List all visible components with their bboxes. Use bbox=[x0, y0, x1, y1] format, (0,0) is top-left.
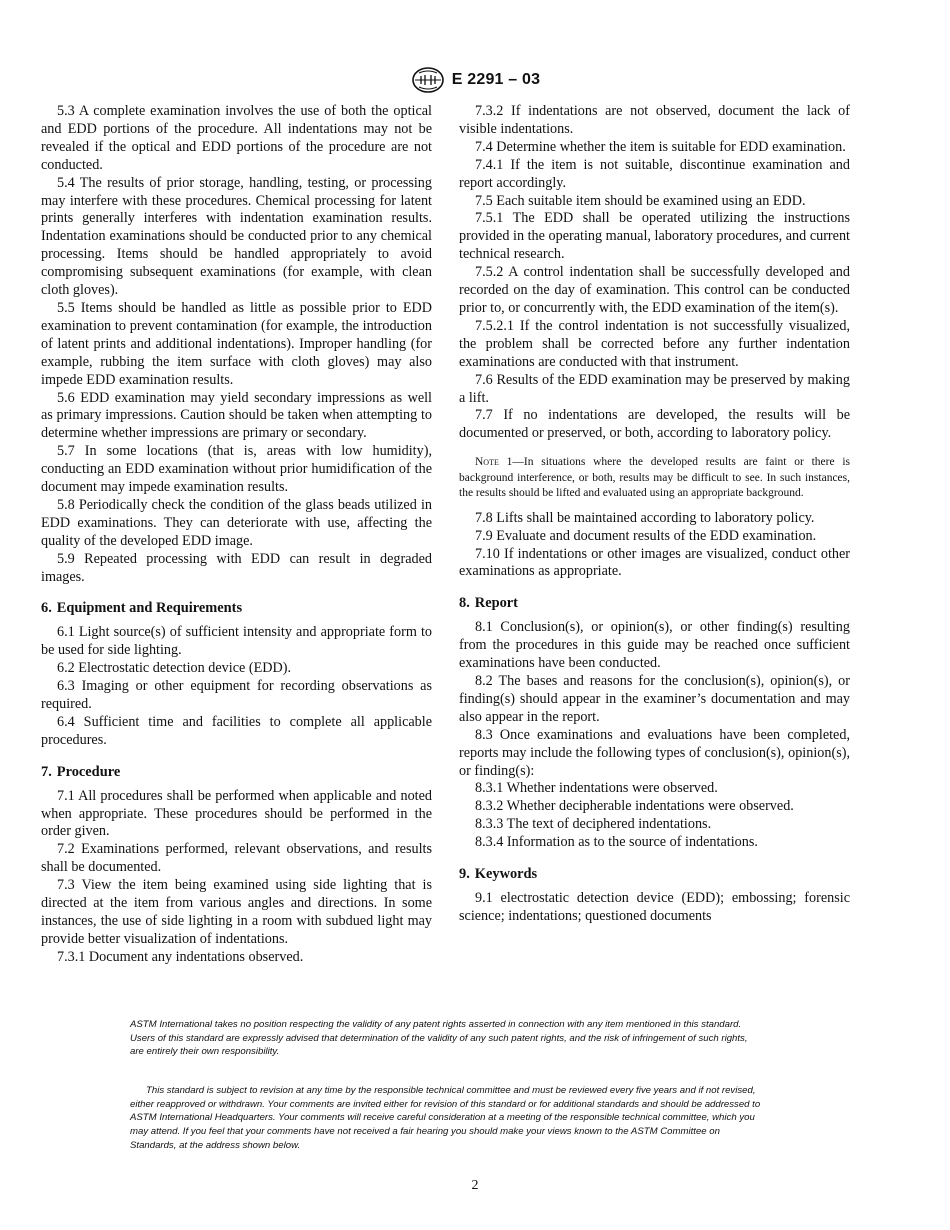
paragraph-7-10: 7.10 If indentations or other images are visualized, conduct other examinations as appropriate. bbox=[459, 545, 850, 580]
left-column bbox=[41, 103, 432, 967]
paragraph-6-3: 6.3 Imaging or other equipment for recording observations as required. bbox=[41, 678, 432, 712]
paragraph-8-3-3: 8.3.3 The text of deciphered indentations. bbox=[475, 816, 712, 833]
paragraph-8-3: 8.3 Once examinations and evaluations have been completed, reports may include the following types of conclusion(s), opinion(s), or finding(s): bbox=[459, 726, 850, 779]
section-title: Report bbox=[474, 595, 518, 612]
paragraph-6-1: 6.1 Light source(s) of sufficient intensity and appropriate form to be used for side lighting. bbox=[41, 624, 432, 659]
astm-logo-icon bbox=[410, 66, 446, 94]
section-number: 8. bbox=[459, 595, 470, 612]
paragraph-7-3: 7.3 View the item being examined using side lighting that is directed at the item from various angles and directions. In some instances, the use of side lighting in a room with subdued light may provide better visualization of indentations. bbox=[41, 877, 432, 947]
paragraph-7-5: 7.5 Each suitable item should be examined using an EDD. bbox=[475, 192, 806, 209]
paragraph-7-4: 7.4 Determine whether the item is suitable for EDD examination. bbox=[475, 138, 846, 155]
paragraph-7-8: 7.8 Lifts shall be maintained according to laboratory policy. bbox=[475, 509, 815, 526]
paragraph-7-5-2: 7.5.2 A control indentation shall be successfully developed and recorded on the day of examination. This control can be conducted prior to, or concurrently with, the EDD examination of the item(s). bbox=[459, 264, 850, 316]
paragraph-5-6: 5.6 EDD examination may yield secondary impressions as well as primary impressions. Caution should be taken when attempting to determine whether impressions are primary or secondary. bbox=[41, 389, 432, 442]
section-heading-9 bbox=[459, 866, 850, 884]
paragraph-5-5: 5.5 Items should be handled as little as possible prior to EDD examination to prevent contamination (for example, the introduction of latent prints and additional indentations). Improper handling (for example, rubbing the item surface with cloth gloves) may also impede EDD examination results. bbox=[41, 299, 432, 388]
note-label: Note 1 bbox=[475, 456, 513, 469]
paragraph-7-5-1: 7.5.1 The EDD shall be operated utilizing the instructions provided in the operating manual, laboratory procedures, and current technical research. bbox=[459, 210, 850, 263]
paragraph-5-8: 5.8 Periodically check the condition of the glass beads utilized in EDD examinations. They can deteriorate with use, affecting the quality of the developed EDD image. bbox=[41, 496, 432, 549]
page-header bbox=[0, 66, 950, 94]
paragraph-8-3-2: 8.3.2 Whether decipherable indentations were observed. bbox=[475, 798, 794, 815]
paragraph-8-1: 8.1 Conclusion(s), or opinion(s), or other finding(s) resulting from the procedures in this guide may be reached once sufficient examinations have been conducted. bbox=[459, 619, 850, 672]
paragraph-5-3: 5.3 A complete examination involves the use of both the optical and EDD portions of the procedure. All indentations may not be revealed if the optical and EDD portions of the procedure are not conducted. bbox=[41, 103, 432, 173]
patent-disclaimer: ASTM International takes no position respecting the validity of any patent rights asserted in connection with any item mentioned in this standard. Users of this standard are expressly advised that determination of the validity of any such patent rights, and the risk of infringement of such rights, are entirely their own responsibility. bbox=[130, 1018, 748, 1058]
section-title: Keywords bbox=[474, 866, 538, 883]
revision-disclaimer: This standard is subject to revision at any time by the responsible technical committee and must be reviewed every five years and if not revised, either reapproved or withdrawn. Your comments are invited either for revision of this standard or for additional standards and should be addressed to ASTM International Headquarters. Your comments will receive careful consideration at a meeting of the responsible technical committee, which you may attend. If you feel that your comments have not received a fair hearing you should make your views known to the ASTM Committee on Standards, at the address shown below. bbox=[130, 1084, 761, 1152]
paragraph-7-7: 7.7 If no indentations are developed, the results will be documented or preserved, or both, according to laboratory policy. bbox=[459, 407, 850, 442]
section-heading-7 bbox=[41, 764, 432, 782]
paragraph-7-5-2-1: 7.5.2.1 If the control indentation is not successfully visualized, the problem shall be corrected before any further indentation examinations are conducted with that instrument. bbox=[459, 317, 850, 370]
section-heading-8 bbox=[459, 595, 850, 613]
note-text: —In situations where the developed results are faint or there is background interference, or both, results may be difficult to see. In such instances, the results should be lifted and evaluated using an appropriate background. bbox=[459, 456, 850, 500]
paragraph-6-2: 6.2 Electrostatic detection device (EDD). bbox=[57, 660, 291, 677]
paragraph-7-3-2: 7.3.2 If indentations are not observed, document the lack of visible indentations. bbox=[459, 103, 850, 137]
page-number: 2 bbox=[471, 1178, 479, 1193]
section-heading-6 bbox=[41, 600, 432, 618]
paragraph-7-1: 7.1 All procedures shall be performed when applicable and noted when appropriate. These procedures should be performed in the order given. bbox=[41, 787, 432, 840]
section-title: Procedure bbox=[56, 763, 121, 780]
paragraph-6-4: 6.4 Sufficient time and facilities to complete all applicable procedures. bbox=[41, 713, 432, 748]
section-number: 9. bbox=[459, 866, 470, 883]
paragraph-8-3-1: 8.3.1 Whether indentations were observed. bbox=[475, 780, 718, 797]
section-number: 6. bbox=[41, 600, 52, 617]
paragraph-5-4: 5.4 The results of prior storage, handling, testing, or processing may interfere with these procedures. Chemical processing for latent prints generally interferes with indentation examination results. Indentation examinations should be conducted prior to any chemical processing. Items should be handled appropriately to avoid compromising subsequent examinations (for example, with clean cloth gloves). bbox=[41, 174, 432, 299]
right-column bbox=[459, 103, 850, 926]
paragraph-8-2: 8.2 The bases and reasons for the conclusion(s), opinion(s), or finding(s) should appear in the examiner’s documentation and may also appear in the report. bbox=[459, 672, 850, 725]
section-number: 7. bbox=[41, 763, 52, 780]
paragraph-9-1: 9.1 electrostatic detection device (EDD); embossing; forensic science; indentations; questioned documents bbox=[459, 889, 850, 924]
paragraph-7-2: 7.2 Examinations performed, relevant observations, and results shall be documented. bbox=[41, 841, 432, 876]
paragraph-7-6: 7.6 Results of the EDD examination may be preserved by making a lift. bbox=[459, 371, 850, 406]
paragraph-8-3-4: 8.3.4 Information as to the source of indentations. bbox=[475, 834, 758, 851]
paragraph-7-3-1: 7.3.1 Document any indentations observed. bbox=[57, 948, 304, 965]
paragraph-5-7: 5.7 In some locations (that is, areas with low humidity), conducting an EDD examination without prior humidification of the document may impede examination results. bbox=[41, 443, 432, 496]
paragraph-7-9: 7.9 Evaluate and document results of the EDD examination. bbox=[475, 527, 817, 544]
paragraph-7-4-1: 7.4.1 If the item is not suitable, discontinue examination and report accordingly. bbox=[459, 156, 850, 191]
section-title: Equipment and Requirements bbox=[56, 600, 243, 617]
standard-designation: E 2291 – 03 bbox=[451, 71, 541, 88]
paragraph-5-9: 5.9 Repeated processing with EDD can result in degraded images. bbox=[41, 550, 432, 585]
note-1 bbox=[459, 455, 850, 502]
